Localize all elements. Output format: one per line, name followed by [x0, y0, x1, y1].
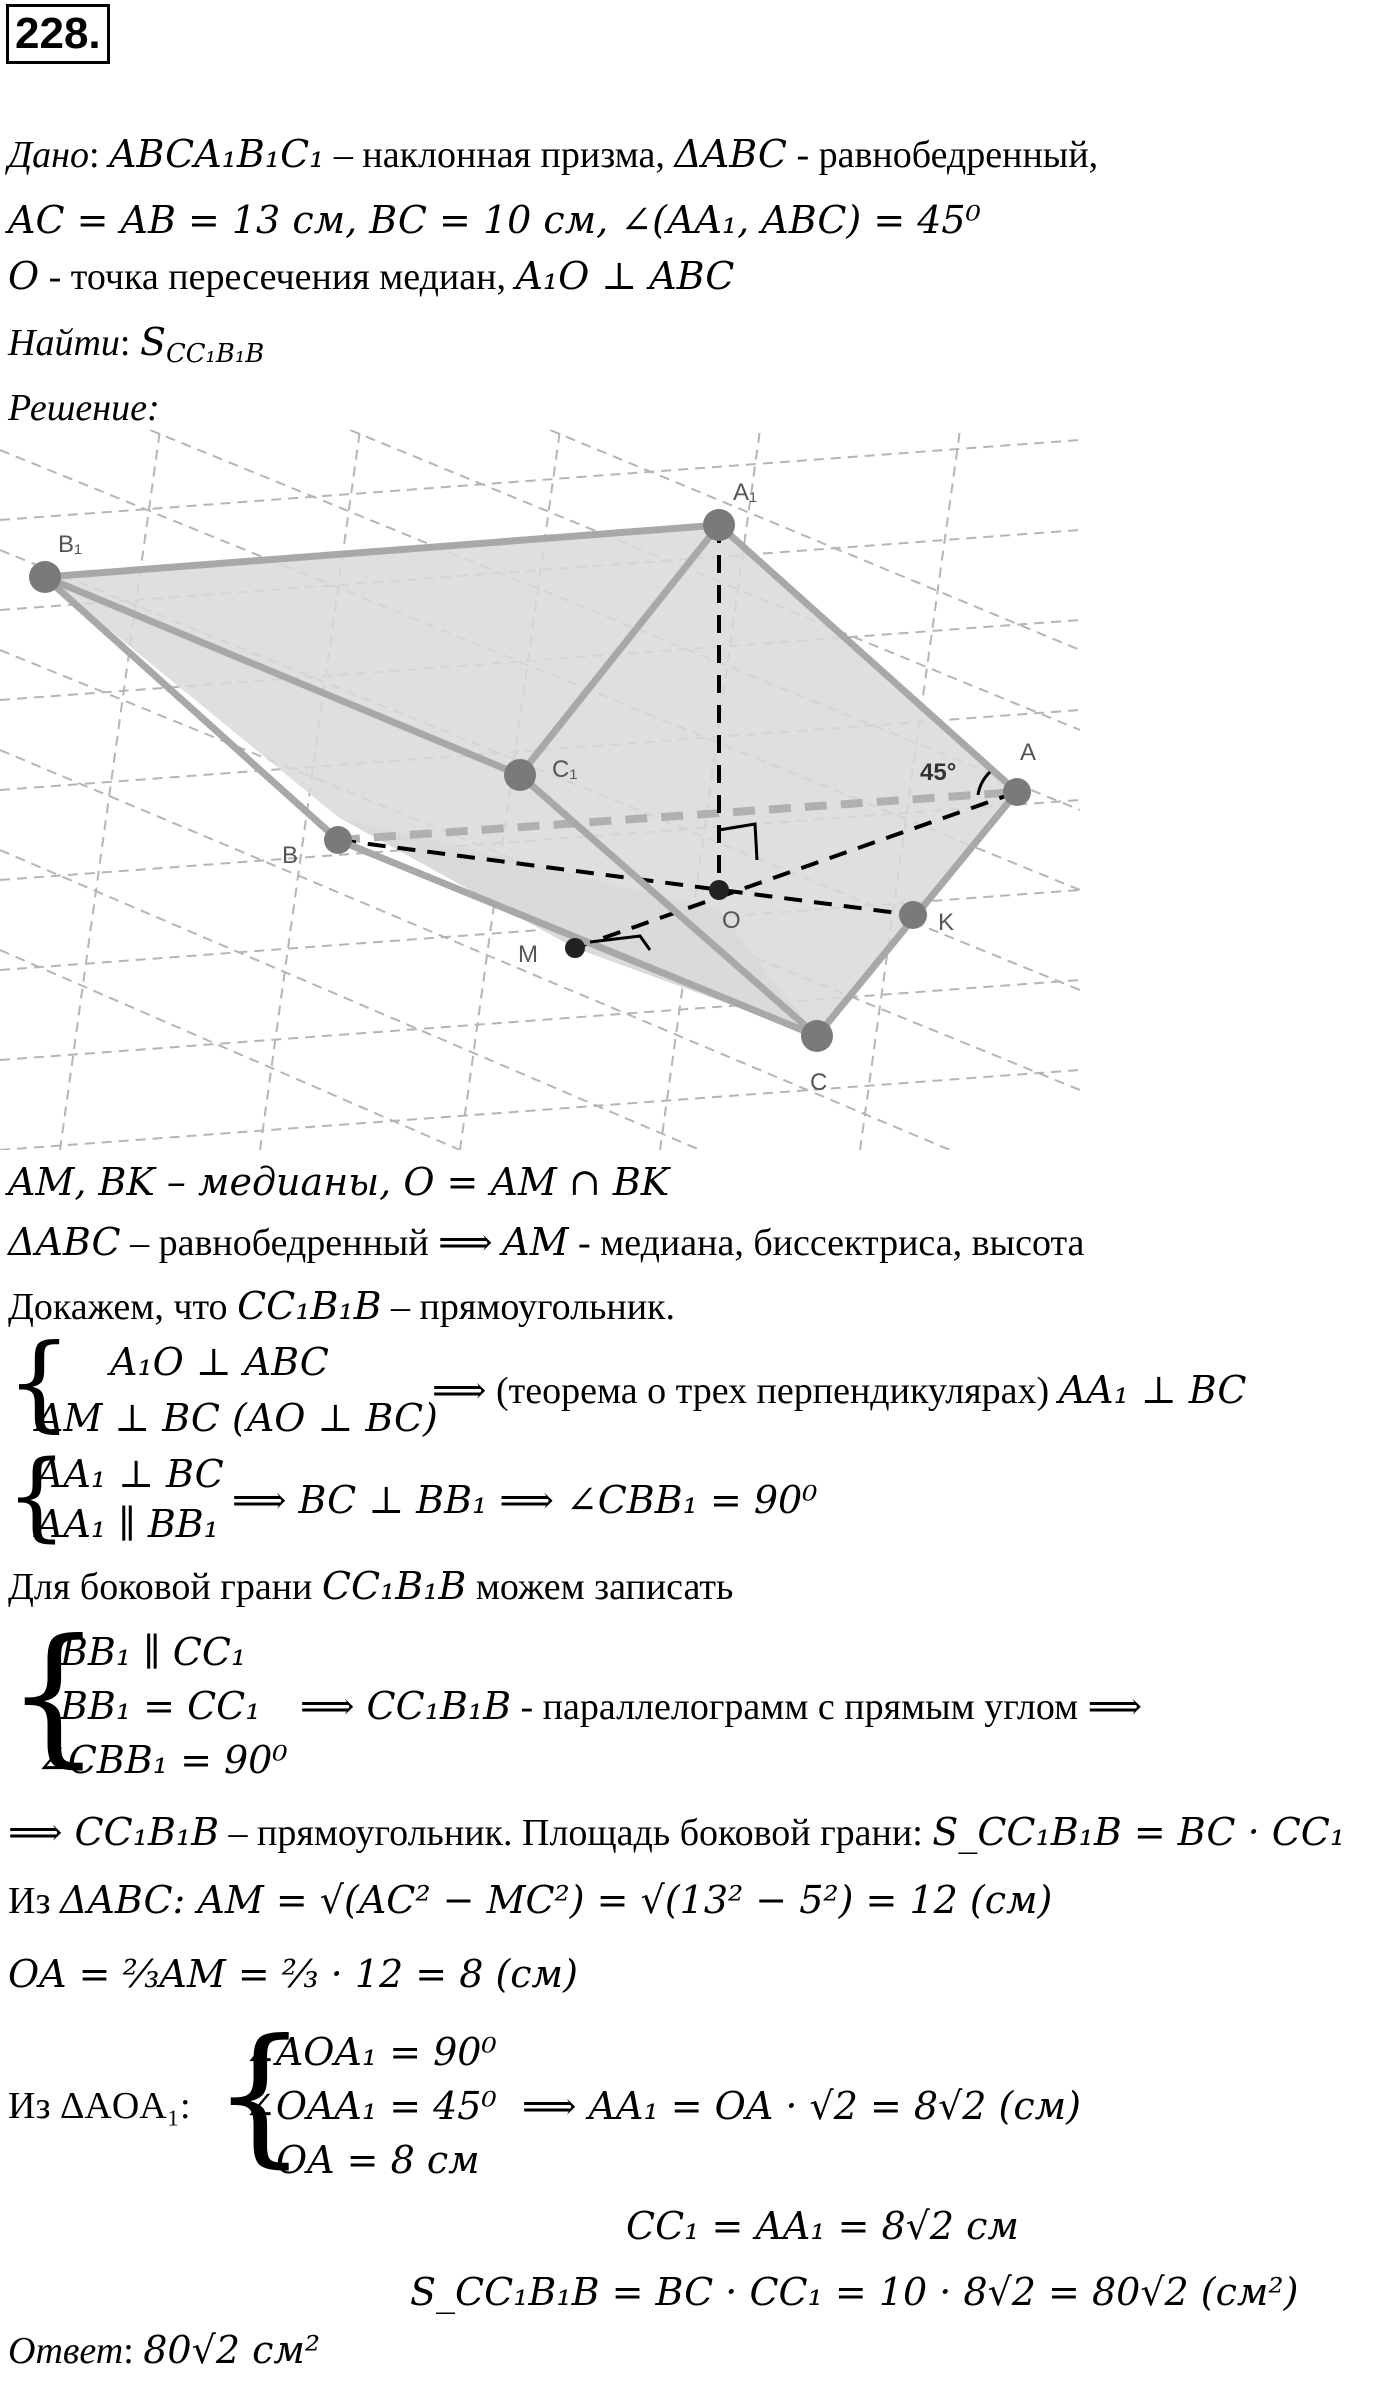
answer-label: Ответ: [8, 2330, 124, 2372]
medians-line: AM, BK – медианы, O = AM ∩ BK: [8, 1160, 670, 1204]
system3-eq3: ∠CBB₁ = 90⁰: [36, 1738, 288, 1782]
given-prism-text: – наклонная призма,: [324, 134, 675, 176]
system3-brace: {: [6, 1608, 102, 1782]
given-prism-name: ABCA₁B₁C₁: [109, 132, 325, 176]
label-a: A: [1020, 739, 1037, 766]
system4-label: Из ΔAOA₁:: [8, 2085, 191, 2127]
system4-eq3: OA = 8 см: [276, 2138, 480, 2182]
find-line: Найти: $S_{CC_1B_1B}$: [8, 320, 265, 370]
system1-result: ⟹ (теорема о трех перпендикулярах) AA₁ ⊥ BC: [432, 1368, 1247, 1412]
area-result: S_CC₁B₁B = BC · CC₁ = 10 · 8√2 = 80√2 (см²): [410, 2270, 1299, 2314]
label-b1: B₁: [58, 531, 83, 558]
system3-result: ⟹ CC₁B₁B - параллелограмм с прямым углом ⟹: [300, 1684, 1143, 1728]
given-triangle-text: - равнобедренный,: [786, 134, 1099, 176]
find-value: S: [139, 320, 166, 364]
answer-value: 80√2 см²: [143, 2328, 321, 2372]
system4-eq2: ∠OAA₁ = 45⁰: [244, 2084, 497, 2128]
system4-eq1: ∠AOA₁ = 90⁰: [244, 2030, 497, 2074]
isosceles-line: ΔABC – равнобедренный ⟹ AM - медиана, биссектриса, высота: [8, 1220, 1085, 1264]
problem-number: 228.: [6, 4, 110, 64]
label-c: C: [810, 1069, 828, 1096]
prove-line: Докажем, что CC₁B₁B – прямоугольник.: [8, 1284, 676, 1328]
cc1-result: CC₁ = AA₁ = 8√2 см: [626, 2204, 1019, 2248]
oa-calculation: OA = ⅔AM = ⅔ · 12 = 8 (см): [8, 1952, 578, 1996]
given-label: Дано: [8, 134, 90, 176]
label-angle: 45°: [920, 759, 957, 786]
system2-eq2: AA₁ ∥ BB₁: [36, 1502, 219, 1546]
rectangle-conclusion: ⟹ CC₁B₁B – прямоугольник. Площадь боковой грани: S_CC₁B₁B = BC · CC₁: [8, 1810, 1346, 1854]
given-line-3: [8, 252, 734, 301]
given-perpendicular: A₁O ⊥ ABC: [515, 254, 735, 298]
given-point-o: O: [8, 254, 40, 298]
system2-result: ⟹ BC ⊥ BB₁ ⟹ ∠CBB₁ = 90⁰: [232, 1478, 818, 1522]
system1-eq2: AM ⊥ BC (AO ⊥ BC): [36, 1396, 438, 1440]
system4-result: ⟹ AA₁ = OA · √2 = 8√2 (см): [522, 2084, 1081, 2128]
prism-figure: [0, 430, 1080, 1150]
system2-eq1: AA₁ ⊥ BC: [36, 1452, 224, 1496]
label-m: M: [518, 941, 538, 968]
system1-eq1: A₁O ⊥ ABC: [110, 1340, 329, 1384]
given-line-2: AC = AB = 13 см, BC = 10 см, ∠(AA₁, ABC) = 45⁰: [8, 198, 981, 242]
find-value-sub: CC₁B₁B: [166, 339, 265, 370]
find-label: Найти: [8, 322, 120, 364]
given-point-o-text: - точка пересечения медиан,: [39, 256, 516, 298]
am-calculation: Из ΔABC: AM = √(AC² − MC²) = √(13² − 5²) = 12 (см): [8, 1878, 1053, 1922]
label-c1: C₁: [552, 756, 578, 783]
system3-eq2: BB₁ = CC₁: [60, 1684, 261, 1728]
solution-label: Решение:: [8, 387, 160, 429]
system4-brace: {: [212, 2008, 308, 2182]
given-triangle-name: ΔABC: [674, 132, 787, 176]
system3-eq1: BB₁ ∥ CC₁: [60, 1630, 247, 1674]
lateral-face-line: Для боковой грани CC₁B₁B можем записать: [8, 1564, 734, 1608]
label-b: B: [282, 842, 299, 869]
label-o: O: [722, 907, 741, 934]
label-a1: A₁: [733, 479, 758, 506]
system2-brace: {: [6, 1440, 68, 1552]
given-line-1: Дано: ABCA₁B₁C₁ – наклонная призма, ΔABC - равнобедренный,: [8, 132, 1099, 176]
answer-line: Ответ: 80√2 см²: [8, 2328, 321, 2372]
label-k: K: [938, 909, 955, 936]
system1-brace: {: [6, 1321, 73, 1443]
